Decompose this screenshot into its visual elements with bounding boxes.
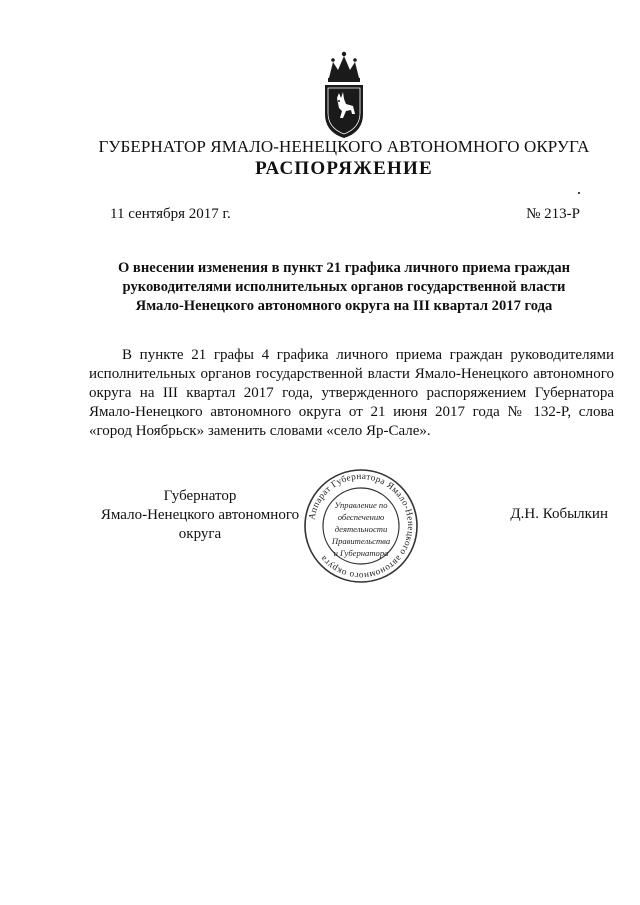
document-subject: О внесении изменения в пункт 21 графика личного приема граждан руководителями исполнительных органов государственной власти Ямало-Ненецкого автономного округа на III квартал 2017 года (117, 260, 571, 314)
document-date: 11 сентября 2017 г. (110, 206, 231, 222)
organization-title: ГУБЕРНАТОР ЯМАЛО-НЕНЕЦКОГО АВТОНОМНОГО ОКРУГА (98, 137, 590, 156)
signatory-position-line2: Ямало-Ненецкого автономного округа (100, 507, 300, 542)
coat-of-arms-icon (319, 48, 369, 140)
stamp-line-1: Управление по (334, 500, 388, 510)
scan-speck (578, 192, 580, 194)
stamp-line-5: и Губернатора (333, 548, 389, 558)
signatory-position-line1: Губернатор (163, 488, 237, 504)
stamp-line-3: деятельности (334, 524, 388, 534)
signatory-name: Д.Н. Кобылкин (510, 506, 608, 522)
stamp-ring-text: Аппарат Губернатора Ямало-Ненецкого автономного округа (306, 470, 417, 582)
stamp-line-4: Правительства (331, 536, 391, 546)
official-stamp (303, 468, 419, 584)
signatory-position (80, 487, 320, 544)
document-number: № 213-Р (526, 206, 580, 222)
stamp-line-2: обеспечению (337, 512, 385, 522)
document-type: РАСПОРЯЖЕНИЕ (255, 158, 433, 179)
document-body: В пункте 21 графы 4 графика личного приема граждан руководителями исполнительных органов государственной власти Ямало-Ненецкого автономного округа на III квартал 2017 года, утвержденного распоряжением Губернатора Ямало-Ненецкого автономного округа от 21 июня 2017 года № 132-Р, слова «город Ноябрьск» заменить словами «село Яр-Сале». (89, 347, 614, 439)
